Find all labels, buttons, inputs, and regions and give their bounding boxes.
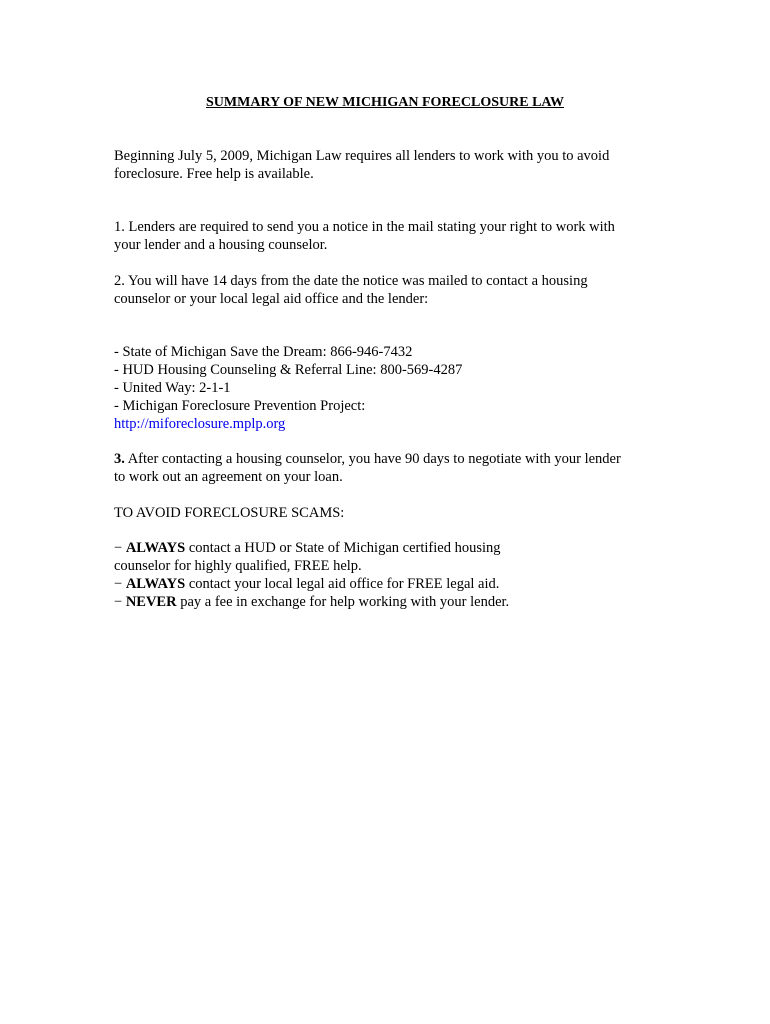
scam-bullet-1-text: contact a HUD or State of Michigan certified housing	[185, 540, 501, 556]
item-3-text: After contacting a housing counselor, you have 90 days to negotiate with your lender	[124, 451, 621, 467]
document-title: SUMMARY OF NEW MICHIGAN FORECLOSURE LAW	[206, 95, 564, 110]
item-2-line-2: counselor or your local legal aid office and the lender:	[114, 291, 429, 307]
contact-item-hud: - HUD Housing Counseling & Referral Line: 800-569-4287	[114, 362, 463, 378]
item-3-number: 3.	[114, 451, 125, 467]
contact-item-foreclosure-prevention: - Michigan Foreclosure Prevention Project:	[114, 398, 366, 414]
scam-bullet-3	[114, 593, 674, 611]
intro-paragraph	[114, 147, 674, 183]
scams-list	[114, 539, 674, 611]
item-3-line-2: to work out an agreement on your loan.	[114, 469, 343, 485]
item-1-line-2: your lender and a housing counselor.	[114, 237, 328, 253]
scam-bullet-2-dash: −	[114, 576, 126, 592]
scam-bullet-2-keyword: ALWAYS	[125, 576, 186, 592]
scams-heading	[114, 504, 674, 522]
scam-bullet-2	[114, 575, 674, 593]
scam-bullet-3-keyword: NEVER	[125, 594, 177, 610]
scam-bullet-2-text: contact your local legal aid office for FREE legal aid.	[185, 576, 500, 592]
scam-bullet-3-dash: −	[114, 594, 126, 610]
item-1-paragraph	[114, 218, 674, 254]
scam-bullet-1-keyword: ALWAYS	[125, 540, 186, 556]
item-2-paragraph	[114, 272, 674, 308]
item-1-line-1: 1. Lenders are required to send you a notice in the mail stating your right to work with	[114, 219, 615, 235]
contact-item-united-way: - United Way: 2-1-1	[114, 380, 231, 396]
item-3-line-1	[114, 450, 674, 468]
scam-bullet-3-text: pay a fee in exchange for help working with your lender.	[176, 594, 510, 610]
intro-line-1: Beginning July 5, 2009, Michigan Law requires all lenders to work with you to avoid	[114, 148, 610, 164]
scam-bullet-1-line-1	[114, 539, 674, 557]
contact-list	[114, 343, 674, 433]
scam-bullet-1-line-2: counselor for highly qualified, FREE help.	[114, 558, 362, 574]
scam-bullet-1-dash: −	[114, 540, 126, 556]
scams-heading-text: TO AVOID FORECLOSURE SCAMS:	[114, 505, 345, 521]
intro-line-2: foreclosure. Free help is available.	[114, 166, 314, 182]
item-2-line-1: 2. You will have 14 days from the date the notice was mailed to contact a housing	[114, 273, 588, 289]
item-3-paragraph	[114, 450, 674, 486]
contact-item-save-the-dream: - State of Michigan Save the Dream: 866-946-7432	[114, 344, 413, 360]
foreclosure-prevention-link[interactable]: http://miforeclosure.mplp.org	[114, 416, 286, 432]
